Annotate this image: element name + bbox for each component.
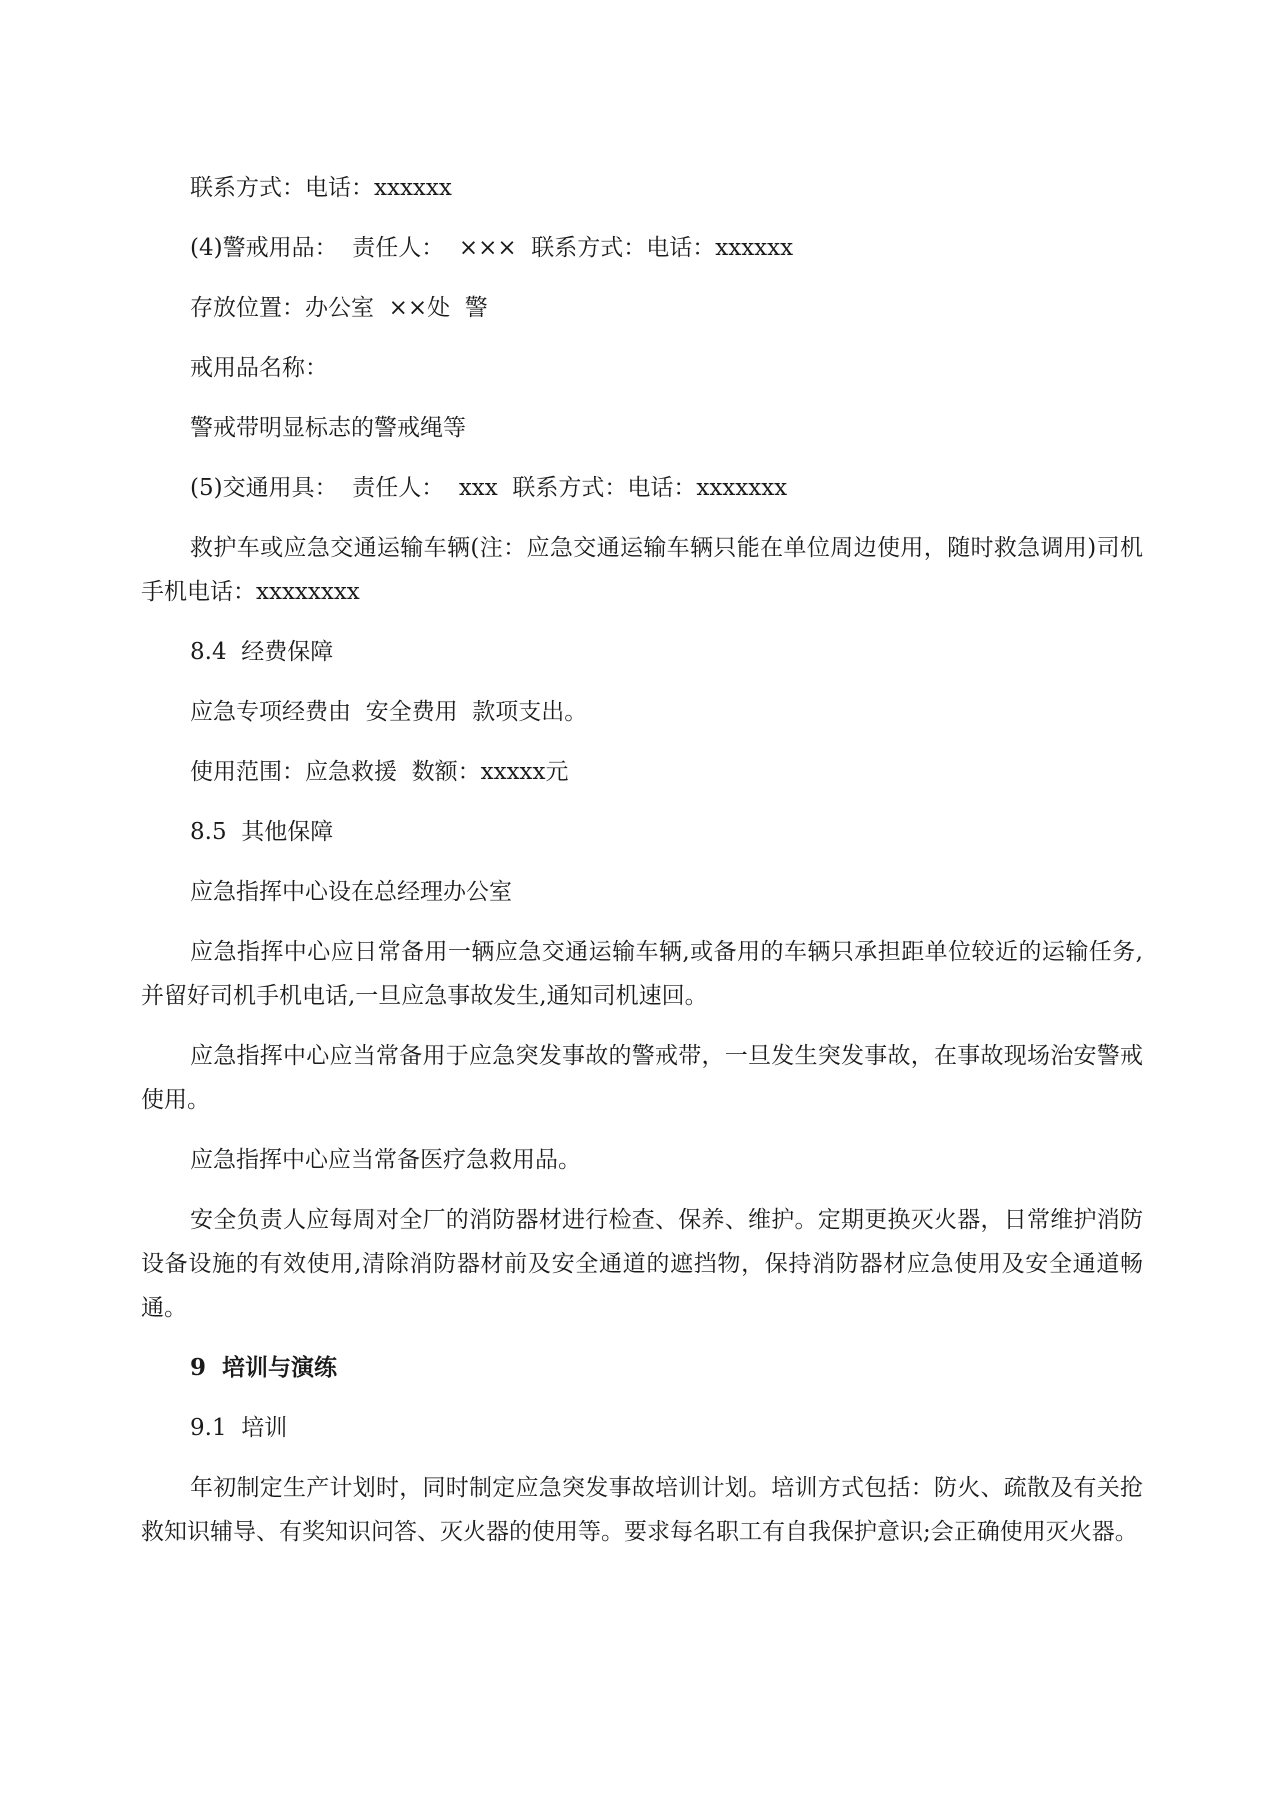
section-heading-9: 9 培训与演练 bbox=[190, 1354, 338, 1381]
document-body bbox=[141, 166, 1143, 1554]
medical-supplies-line: 应急指挥中心应当常备医疗急救用品。 bbox=[190, 1147, 581, 1173]
section-heading-8-4: 8.4 经费保障 bbox=[190, 639, 334, 665]
warning-supplies-line: (4)警戒用品： 责任人： ××× 联系方式：电话：xxxxxx bbox=[190, 235, 794, 261]
funding-source-line: 应急专项经费由 安全费用 款项支出。 bbox=[190, 699, 588, 725]
section-heading-9-1: 9.1 培训 bbox=[190, 1415, 288, 1441]
vehicle-paragraph: 应急指挥中心应日常备用一辆应急交通运输车辆,或备用的车辆只承担距单位较近的运输任务,并留好司机手机电话,一旦应急事故发生,通知司机速回。 bbox=[141, 939, 1143, 1009]
contact-line: 联系方式：电话：xxxxxx bbox=[190, 175, 452, 201]
section-heading-8-5: 8.5 其他保障 bbox=[190, 819, 334, 845]
warning-tape-paragraph: 应急指挥中心应当常备用于应急突发事故的警戒带，一旦发生突发事故，在事故现场治安警戒使用。 bbox=[141, 1043, 1143, 1113]
funding-scope-line: 使用范围：应急救援 数额：xxxxx元 bbox=[190, 759, 569, 785]
supplies-name-label: 戒用品名称： bbox=[190, 355, 328, 381]
supplies-name-value: 警戒带明显标志的警戒绳等 bbox=[190, 415, 466, 441]
transport-line: (5)交通用具： 责任人： xxx 联系方式：电话：xxxxxxx bbox=[190, 475, 788, 501]
storage-location-line: 存放位置：办公室 ××处 警 bbox=[190, 295, 488, 321]
ambulance-paragraph: 救护车或应急交通运输车辆(注：应急交通运输车辆只能在单位周边使用，随时救急调用)司机手机电话：xxxxxxxx bbox=[141, 535, 1143, 605]
fire-equipment-paragraph: 安全负责人应每周对全厂的消防器材进行检查、保养、维护。定期更换灭火器，日常维护消防设备设施的有效使用,清除消防器材前及安全通道的遮挡物，保持消防器材应急使用及安全通道畅通。 bbox=[141, 1207, 1143, 1321]
command-center-line: 应急指挥中心设在总经理办公室 bbox=[190, 879, 512, 905]
training-paragraph: 年初制定生产计划时，同时制定应急突发事故培训计划。培训方式包括：防火、疏散及有关抢救知识辅导、有奖知识问答、灭火器的使用等。要求每名职工有自我保护意识;会正确使用灭火器。 bbox=[141, 1475, 1143, 1545]
